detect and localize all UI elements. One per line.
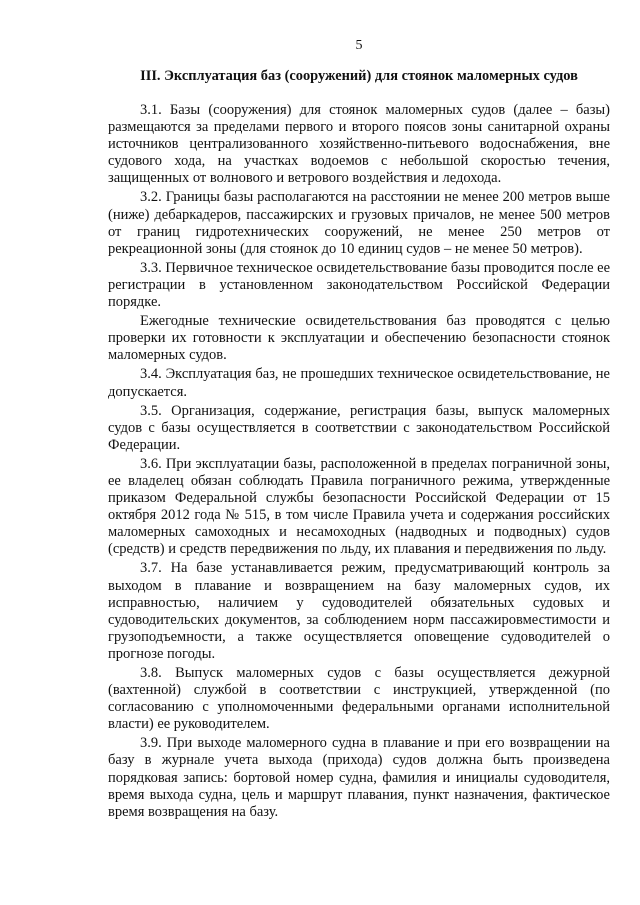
- paragraph-3-4: 3.4. Эксплуатация баз, не прошедших техническое освидетельствование, не допускается.: [108, 366, 610, 400]
- paragraph-3-8: 3.8. Выпуск маломерных судов с базы осуществляется дежурной (вахтенной) службой в соответствии с инструкцией, утвержденной (по согласованию с уполномоченными федеральными органами исполнительной власти) ее руководителем.: [108, 665, 610, 733]
- paragraph-3-7: 3.7. На базе устанавливается режим, предусматривающий контроль за выходом в плавание и возвращением на базу маломерных судов, их исправностью, наличием у судоводителей обязательных судовых и судоводительских документов, за соблюдением норм пассажировместимости и грузоподъемности, а также осуществляется оповещение судоводителей о прогнозе погоды.: [108, 560, 610, 662]
- page-number: 5: [355, 38, 363, 53]
- paragraph-3-9: 3.9. При выходе маломерного судна в плавание и при его возвращении на базу в журнале учета выхода (прихода) судов должна быть произведена порядковая запись: бортовой номер судна, фамилия и инициалы судоводителя, время выхода судна, цель и маршрут плавания, пункт назначения, фактическое время возвращения на базу.: [108, 735, 610, 820]
- paragraph-3-3: 3.3. Первичное техническое освидетельствование базы проводится после ее регистрации в установленном законодательством Российской Федерации порядке.: [108, 259, 610, 311]
- document-page: [108, 38, 610, 823]
- paragraph-3-1: 3.1. Базы (сооружения) для стоянок маломерных судов (далее – базы) размещаются за пределами первого и второго поясов зоны санитарной охраны источников централизованного хозяйственно-питьевого водоснабжения, вне судового хода, на участках водоемов с небольшой скоростью течения, защищенных от волнового и ветрового воздействия и ледохода.: [108, 102, 610, 187]
- paragraph-3-6: 3.6. При эксплуатации базы, расположенной в пределах пограничной зоны, ее владелец обязан соблюдать Правила пограничного режима, утвержденные приказом Федеральной службы безопасности Российской Федерации от 15 октября 2012 года № 515, в том числе Правила учета и содержания российских маломерных самоходных и несамоходных (надводных и подводных) судов (средств) и средств передвижения по льду, их плавания и передвижения по льду.: [108, 455, 610, 558]
- paragraph-3-3-annual: Ежегодные технические освидетельствования баз проводятся с целью проверки их готовности к эксплуатации и обеспечению безопасности стоянок маломерных судов.: [108, 313, 610, 364]
- section-title: III. Эксплуатация баз (сооружений) для стоянок маломерных судов: [140, 68, 578, 84]
- paragraph-3-2: 3.2. Границы базы располагаются на расстоянии не менее 200 метров выше (ниже) дебаркадеров, пассажирских и грузовых причалов, не менее 500 метров от границ гидротехнических сооружений, не менее 250 метров от рекреационной зоны (для стоянок до 10 единиц судов – не менее 50 метров).: [108, 189, 610, 257]
- paragraph-3-5: 3.5. Организация, содержание, регистрация базы, выпуск маломерных судов с базы осуществляется в соответствии с законодательством Российской Федерации.: [108, 402, 610, 453]
